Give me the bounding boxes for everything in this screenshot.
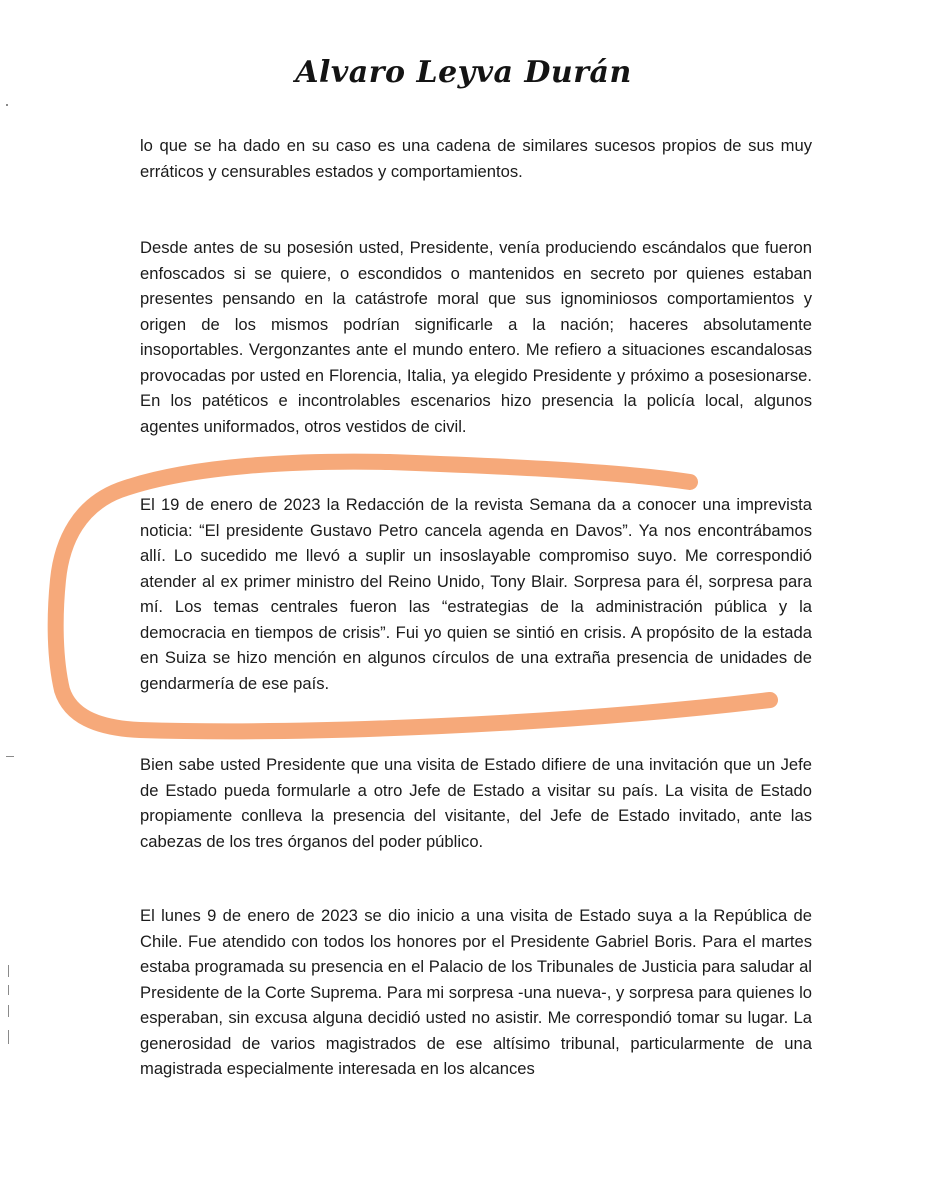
margin-tick [8, 1005, 9, 1017]
margin-tick [8, 985, 9, 995]
paragraph-3-highlighted: El 19 de enero de 2023 la Redacción de la revista Semana da a conocer una imprevista noticia: “El presidente Gustavo Petro cancela agenda en Davos”. Ya nos encontrábamos allí. Lo sucedido me llevó a suplir un insoslayable compromiso suyo. Me correspondió atender al ex primer ministro del Reino Unido, Tony Blair. Sorpresa para él, sorpresa para mí. Los temas centrales fueron las “estrategias de la administración pública y la democracia en tiempos de crisis”. Fui yo quien se sintió en crisis. A propósito de la estada en Suiza se hizo mención en algunos círculos de una extraña presencia de unidades de gendarmería de ese país. [140, 495, 812, 693]
margin-tick [8, 965, 9, 977]
paragraph-4: Bien sabe usted Presidente que una visita de Estado difiere de una invitación que un Jefe de Estado pueda formularle a otro Jefe de Estado a visitar su país. La visita de Estado propiamente conlleva la presencia del visitante, del Jefe de Estado invitado, ante las cabezas de los tres órganos del poder público. [140, 755, 812, 851]
paragraph-1: lo que se ha dado en su caso es una cadena de similares sucesos propios de sus muy erráticos y censurables estados y comportamientos. [140, 136, 812, 181]
paragraph-2: Desde antes de su posesión usted, Presidente, venía produciendo escándalos que fueron enfoscados si se quiere, o escondidos o mantenidos en secreto por quienes estaban presentes pensando en la catástrofe moral que sus ignominiosos comportamientos y origen de los mismos podrían significarle a la nación; haceres absolutamente insoportables. Vergonzantes ante el mundo entero. Me refiero a situaciones escandalosas provocadas por usted en Florencia, Italia, ya elegido Presidente y próximo a posesionarse. En los patéticos e incontrolables escenarios hizo presencia la policía local, algunos agentes uniformados, otros vestidos de civil. [140, 238, 812, 436]
letterhead-signature-name: Alvaro Leyva Durán [295, 55, 632, 90]
paragraph-5: El lunes 9 de enero de 2023 se dio inicio a una visita de Estado suya a la República de Chile. Fue atendido con todos los honores por el Presidente Gabriel Boris. Para el martes estaba programada su presencia en el Palacio de los Tribunales de Justicia para saludar al Presidente de la Corte Suprema. Para mi sorpresa -una nueva-, y sorpresa para quienes lo esperaban, sin excusa alguna decidió usted no asistir. Me correspondió tomar su lugar. La generosidad de varios magistrados de ese altísimo tribunal, particularmente de una magistrada especialmente interesada en los alcances [140, 906, 812, 1078]
margin-tick [6, 756, 14, 757]
margin-tick [8, 1030, 9, 1044]
margin-tick [6, 104, 8, 106]
